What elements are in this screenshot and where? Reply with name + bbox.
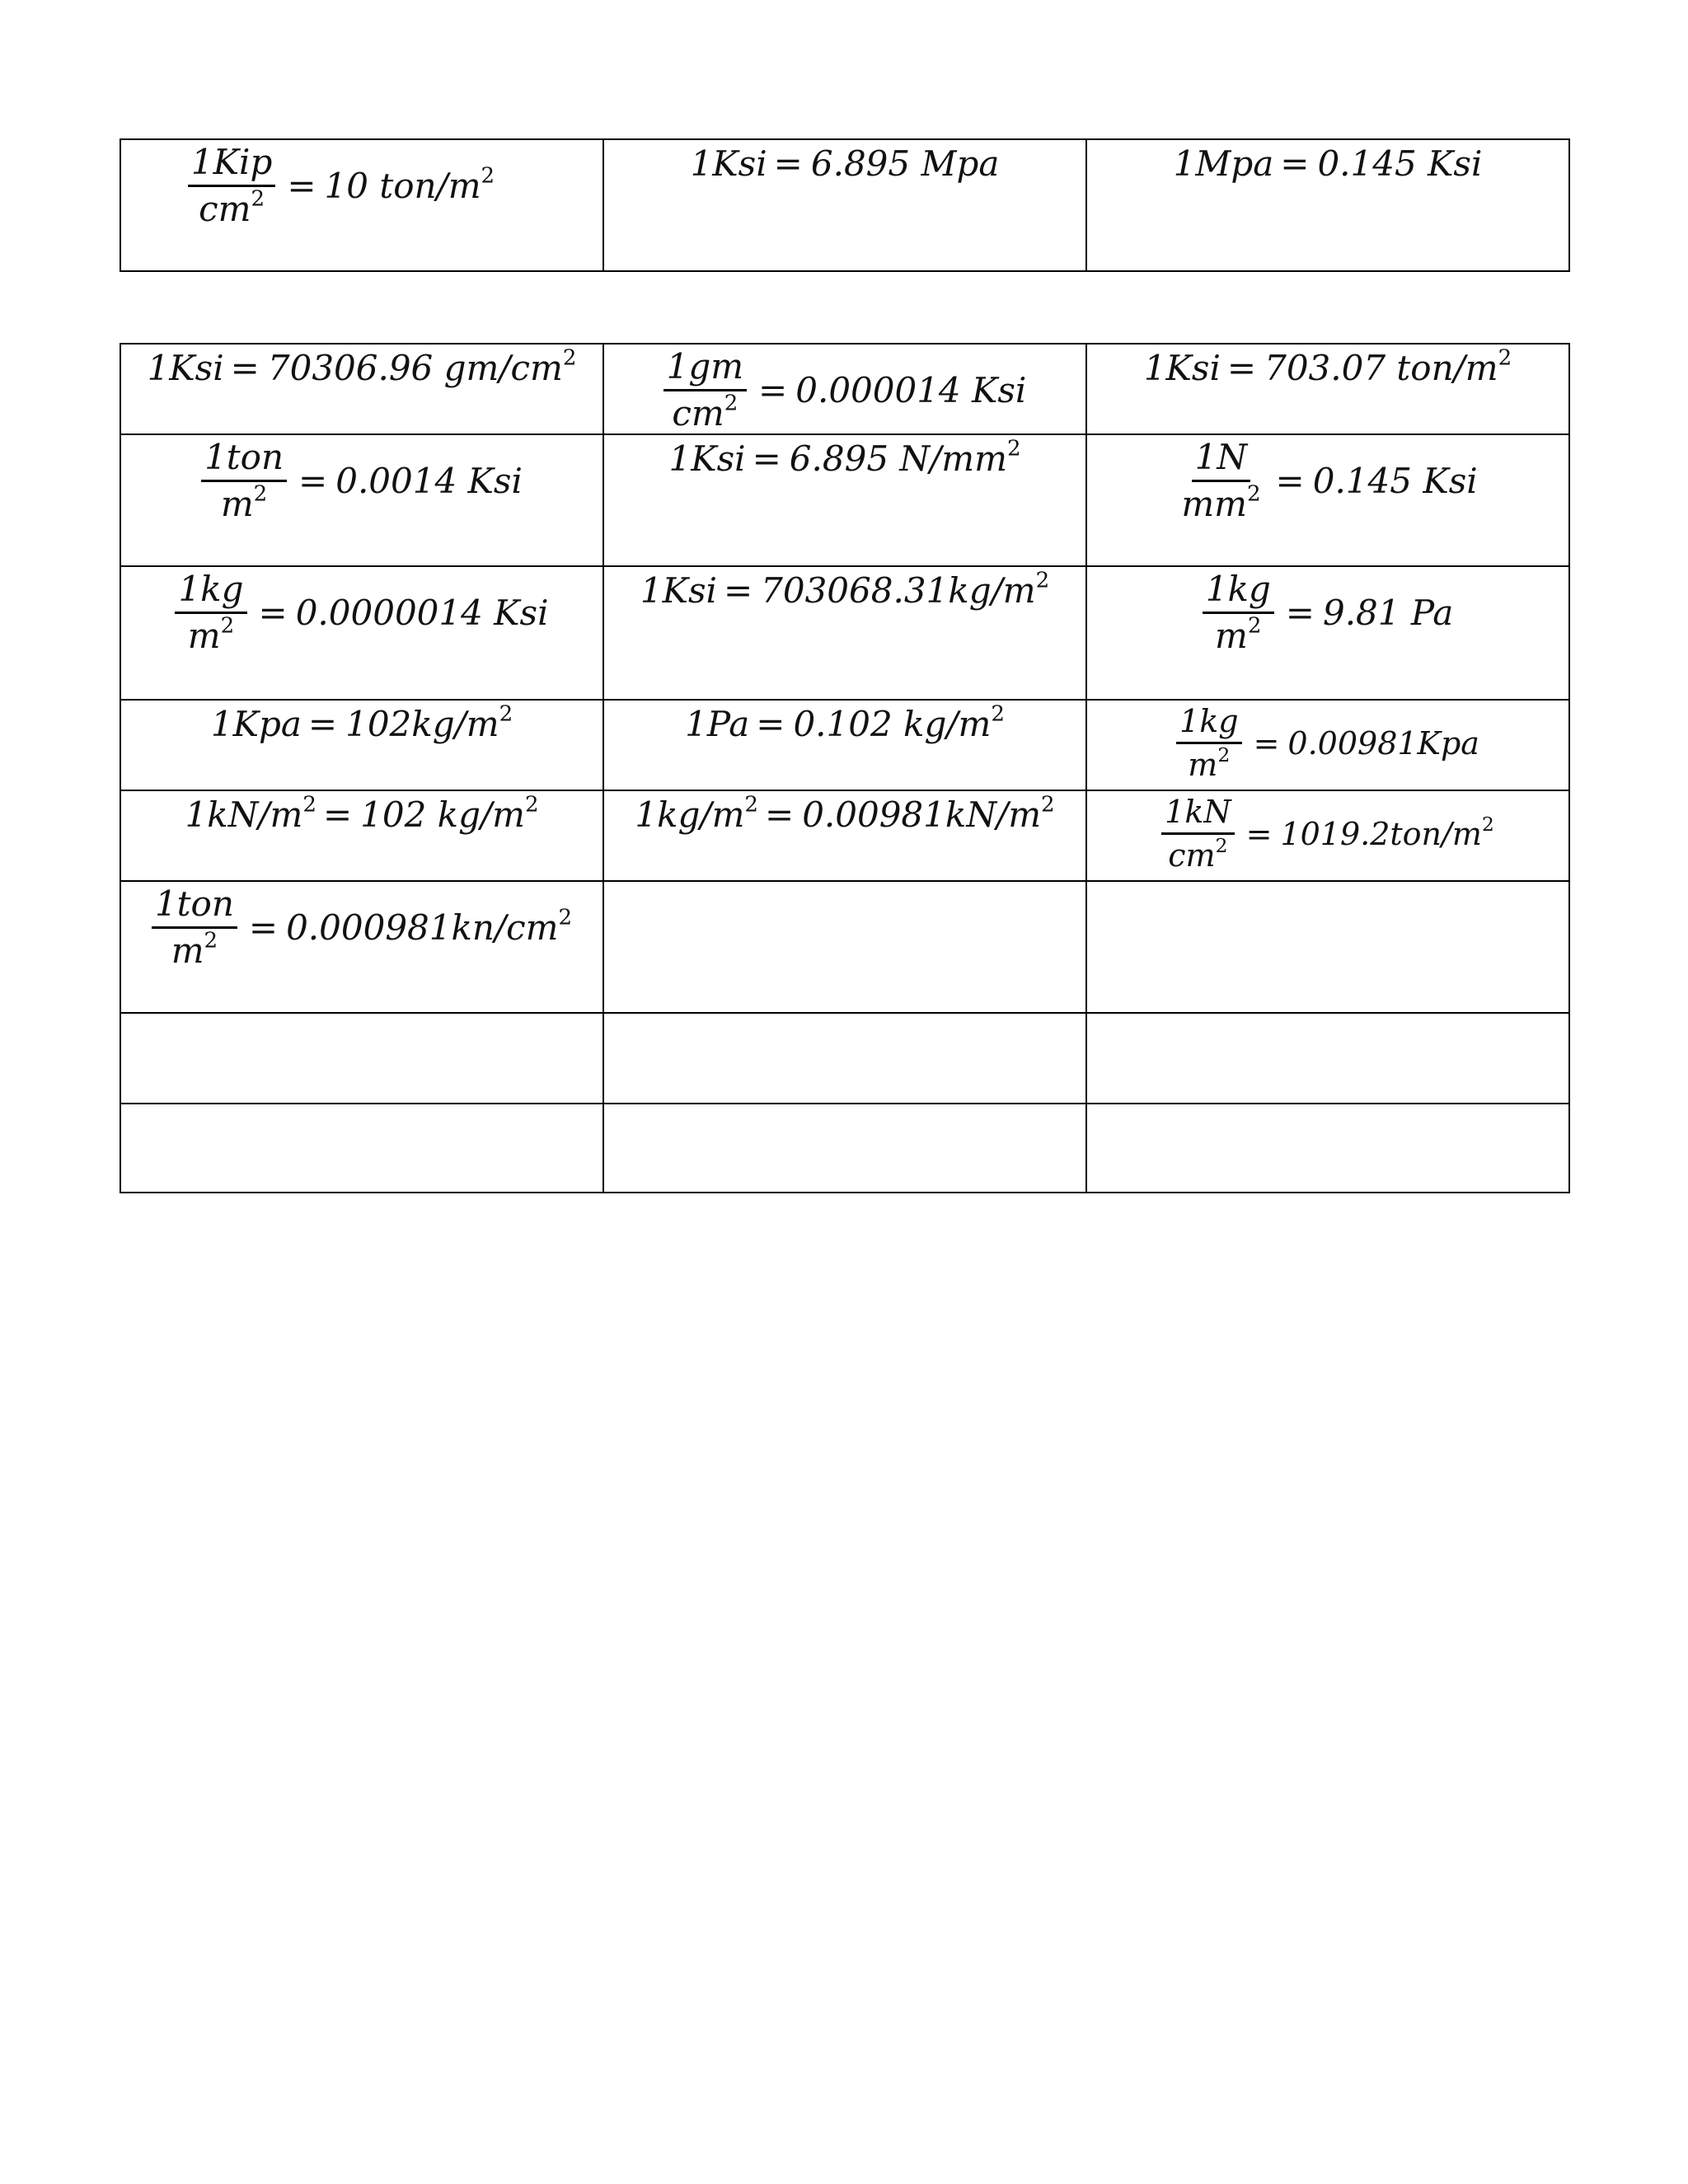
fraction <box>1178 437 1264 524</box>
equals-sign: = <box>1280 143 1310 184</box>
table-row <box>120 1104 1569 1193</box>
table-cell <box>603 344 1086 434</box>
table-cell <box>1086 790 1569 881</box>
equals-sign: = <box>723 570 753 611</box>
table-cell <box>120 434 603 566</box>
equals-sign: = <box>764 794 795 835</box>
table-cell <box>1086 434 1569 566</box>
numerator: 1kg <box>1176 705 1242 744</box>
equals-sign: = <box>1245 815 1273 852</box>
equals-sign: = <box>322 794 353 835</box>
denominator: $mm^2$ <box>1181 481 1261 524</box>
table-cell-empty <box>603 1013 1086 1104</box>
table-row <box>120 566 1569 700</box>
table-row <box>120 881 1569 1013</box>
equation-lhs: 1Pa <box>685 704 750 744</box>
denominator: $m^2$ <box>187 613 235 656</box>
fraction <box>1161 794 1234 874</box>
denominator: $cm^2$ <box>199 186 265 229</box>
equation-rhs: $1019.2ton/m^2$ <box>1280 812 1494 852</box>
table-cell <box>603 139 1086 271</box>
equation <box>1176 701 1479 783</box>
denominator: $m^2$ <box>171 928 218 971</box>
equation-rhs: 0.00981Kpa <box>1287 724 1479 762</box>
equation-rhs: 9.81 Pa <box>1322 592 1454 633</box>
table-cell <box>1086 344 1569 434</box>
equation <box>148 344 577 386</box>
denominator: $m^2$ <box>1188 743 1231 783</box>
equation-lhs: 1Ksi <box>640 570 717 611</box>
table-cell <box>120 881 603 1013</box>
equation-rhs: 6.895 Mpa <box>810 143 1000 184</box>
equation <box>1203 567 1454 654</box>
table-row <box>120 790 1569 881</box>
equation-lhs: 1Ksi <box>668 438 746 479</box>
equation <box>1173 140 1483 184</box>
equals-sign: = <box>773 143 803 184</box>
equals-sign: = <box>258 592 288 633</box>
equation <box>1144 344 1512 386</box>
table-cell <box>603 700 1086 790</box>
equation-rhs: $703068.31kg/m^2$ <box>761 568 1050 611</box>
numerator: 1ton <box>201 440 287 482</box>
equation <box>211 701 513 742</box>
equation <box>690 140 1000 184</box>
equation <box>201 435 523 522</box>
equation-rhs: 703.07 ton/$m^2$ <box>1264 345 1512 388</box>
equation-rhs: 0.145 Ksi <box>1317 143 1483 184</box>
conversion-table-2 <box>120 343 1570 1193</box>
equals-sign: = <box>756 704 785 744</box>
table-cell-empty <box>1086 1013 1569 1104</box>
equation-lhs: $1kg/m^2$ <box>635 792 758 835</box>
equation-rhs: 0.145 Ksi <box>1312 460 1478 501</box>
denominator: $m^2$ <box>220 481 268 524</box>
denominator: $m^2$ <box>1215 613 1262 656</box>
denominator: $cm^2$ <box>672 391 738 434</box>
equation-rhs: 70306.96 $gm/cm^2$ <box>267 345 577 388</box>
equation-lhs: 1Mpa <box>1173 143 1274 184</box>
equation-lhs: $1kN/m^2$ <box>185 792 316 835</box>
equation-lhs: 1Kpa <box>210 704 302 744</box>
table-cell-empty <box>120 1013 603 1104</box>
equals-sign: = <box>287 165 316 206</box>
table-cell <box>120 790 603 881</box>
table-cell-empty <box>1086 1104 1569 1193</box>
equation <box>668 435 1021 479</box>
equation-rhs: $0.000981kn/cm^2$ <box>286 904 573 948</box>
equation-lhs: 1Ksi <box>690 143 767 184</box>
table-cell <box>603 790 1086 881</box>
equation-rhs: 0.0000014 Ksi <box>295 592 549 633</box>
equals-sign: = <box>307 704 338 744</box>
equation-rhs: 102 $kg/m^2$ <box>360 792 539 835</box>
equals-sign: = <box>1285 592 1315 633</box>
equation-lhs: 1Ksi <box>147 348 224 388</box>
table-cell <box>1086 139 1569 271</box>
table-cell <box>120 566 603 700</box>
equation-rhs: $0.00981kN/m^2$ <box>802 792 1055 835</box>
conversion-table-1 <box>120 138 1570 272</box>
equation-rhs: $102kg/m^2$ <box>345 701 513 744</box>
numerator: 1kg <box>175 572 246 614</box>
table-cell-empty <box>603 1104 1086 1193</box>
equation-rhs: 0.102 $kg/m^2$ <box>793 701 1005 744</box>
equation <box>175 567 548 654</box>
table-cell <box>120 700 603 790</box>
fraction <box>201 437 287 524</box>
table-cell <box>1086 700 1569 790</box>
equals-sign: = <box>1275 460 1305 501</box>
numerator: 1ton <box>152 887 237 929</box>
equation-lhs: 1Ksi <box>1143 348 1221 388</box>
table-cell <box>120 344 603 434</box>
equation <box>663 344 1027 434</box>
equation <box>635 791 1055 835</box>
fraction <box>175 569 246 656</box>
numerator: 1kg <box>1203 572 1274 614</box>
numerator: 1kN <box>1161 796 1234 835</box>
table-cell-empty <box>1086 881 1569 1013</box>
table-cell <box>1086 566 1569 700</box>
equals-sign: = <box>298 460 328 501</box>
equation <box>1178 435 1477 522</box>
numerator: 1Kip <box>188 145 275 187</box>
table-row <box>120 139 1569 271</box>
equation <box>188 140 495 227</box>
table-row <box>120 434 1569 566</box>
equation <box>1161 791 1494 874</box>
equals-sign: = <box>758 369 788 410</box>
fraction <box>663 346 747 434</box>
equation <box>640 567 1050 611</box>
numerator: 1N <box>1192 440 1250 482</box>
fraction <box>152 883 237 971</box>
table-cell-empty <box>603 881 1086 1013</box>
equation-rhs: 0.0014 Ksi <box>335 460 523 501</box>
equals-sign: = <box>1253 724 1280 762</box>
table-cell-empty <box>120 1104 603 1193</box>
equals-sign: = <box>1226 348 1257 388</box>
numerator: 1gm <box>663 349 747 391</box>
equals-sign: = <box>230 348 260 388</box>
fraction <box>1176 703 1242 783</box>
equation <box>152 882 573 971</box>
table-cell <box>603 566 1086 700</box>
equation <box>685 701 1005 742</box>
fraction <box>188 142 275 229</box>
equation-rhs: 6.895 $N/mm^2$ <box>789 436 1021 479</box>
fraction <box>1203 569 1274 656</box>
equals-sign: = <box>248 907 279 948</box>
table-row <box>120 344 1569 434</box>
equation <box>185 791 539 835</box>
table-cell <box>603 434 1086 566</box>
denominator: $cm^2$ <box>1168 834 1228 874</box>
equation-rhs: 0.000014 Ksi <box>795 369 1027 410</box>
equals-sign: = <box>752 438 781 479</box>
equation-rhs: 10 ton/$m^2$ <box>324 162 495 206</box>
table-row <box>120 700 1569 790</box>
table-row <box>120 1013 1569 1104</box>
table-cell <box>120 139 603 271</box>
